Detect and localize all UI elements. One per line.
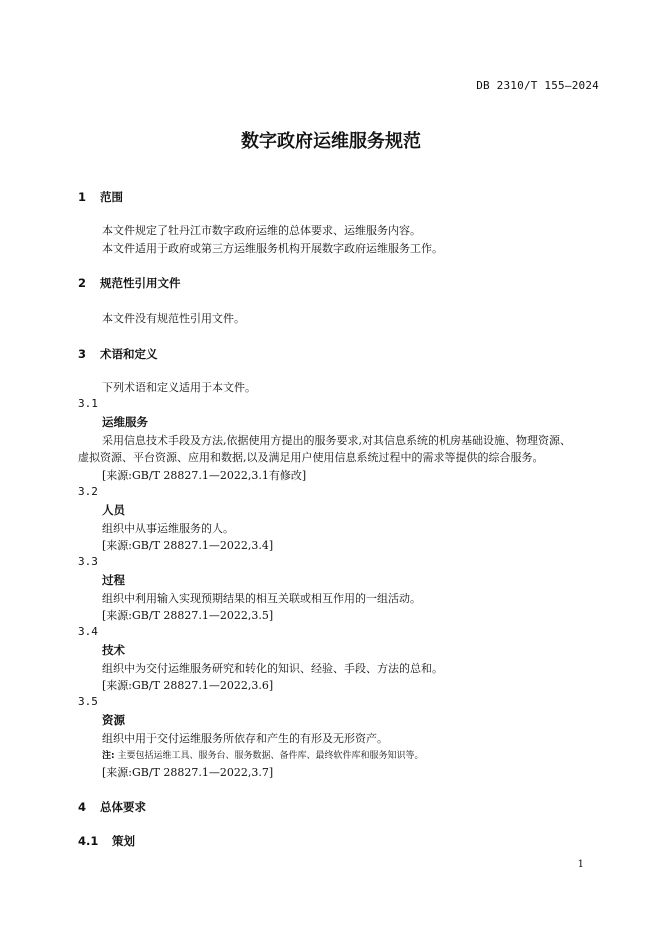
term-definition: 组织中利用输入实现预期结果的相互关联或相互作用的一组活动。 xyxy=(102,592,421,605)
term-definition: 采用信息技术手段及方法,依据使用方提出的服务要求,对其信息系统的机房基础设施、物理资源、 xyxy=(102,434,571,447)
section-title: 规范性引用文件 xyxy=(100,276,181,290)
term-definition: 组织中为交付运维服务研究和转化的知识、经验、手段、方法的总和。 xyxy=(102,662,443,675)
term-name: 运维服务 xyxy=(102,415,148,429)
term-note xyxy=(102,748,424,761)
section-number: 3 xyxy=(78,347,87,361)
subsection-4-1-heading xyxy=(78,833,135,849)
paragraph: 本文件适用于政府或第三方运维服务机构开展数字政府运维服务工作。 xyxy=(102,242,443,255)
section-title: 范围 xyxy=(100,190,124,204)
term-source: [来源:GB/T 28827.1—2022,3.5] xyxy=(102,609,274,622)
section-3-heading xyxy=(78,346,158,362)
section-number: 4 xyxy=(78,800,87,814)
section-number: 1 xyxy=(78,190,87,204)
section-4-heading xyxy=(78,799,146,815)
term-source: [来源:GB/T 28827.1—2022,3.1有修改] xyxy=(102,469,307,482)
clause-number: 3.4 xyxy=(78,625,98,638)
paragraph: 本文件没有规范性引用文件。 xyxy=(102,312,245,325)
term-name: 技术 xyxy=(102,643,125,657)
note-label: 注: xyxy=(102,751,115,761)
section-number: 2 xyxy=(78,276,87,290)
term-source: [来源:GB/T 28827.1—2022,3.7] xyxy=(102,766,274,779)
paragraph: 本文件规定了牡丹江市数字政府运维的总体要求、运维服务内容。 xyxy=(102,224,421,237)
term-name: 人员 xyxy=(102,503,125,517)
page-number: 1 xyxy=(577,859,584,870)
paragraph: 下列术语和定义适用于本文件。 xyxy=(102,381,256,394)
term-name: 资源 xyxy=(102,713,125,727)
section-title: 策划 xyxy=(112,834,136,848)
section-title: 总体要求 xyxy=(100,800,147,814)
note-text: 主要包括运维工具、服务台、服务数据、备件库、最终软件库和服务知识等。 xyxy=(117,751,424,761)
clause-number: 3.2 xyxy=(78,485,98,498)
section-title: 术语和定义 xyxy=(100,347,158,361)
section-number: 4.1 xyxy=(78,834,99,848)
term-definition: 组织中用于交付运维服务所依存和产生的有形及无形资产。 xyxy=(102,732,388,745)
section-1-heading xyxy=(78,189,123,205)
section-2-heading xyxy=(78,275,181,291)
term-source: [来源:GB/T 28827.1—2022,3.4] xyxy=(102,539,274,552)
term-name: 过程 xyxy=(102,573,125,587)
term-definition: 虚拟资源、平台资源、应用和数据,以及满足用户使用信息系统过程中的需求等提供的综合服务。 xyxy=(78,451,544,464)
term-definition: 组织中从事运维服务的人。 xyxy=(102,522,234,535)
clause-number: 3.1 xyxy=(78,397,98,410)
term-source: [来源:GB/T 28827.1—2022,3.6] xyxy=(102,679,274,692)
clause-number: 3.3 xyxy=(78,555,98,568)
document-title: 数字政府运维服务规范 xyxy=(241,131,421,152)
clause-number: 3.5 xyxy=(78,695,98,708)
standard-number: DB 2310/T 155—2024 xyxy=(476,79,599,92)
